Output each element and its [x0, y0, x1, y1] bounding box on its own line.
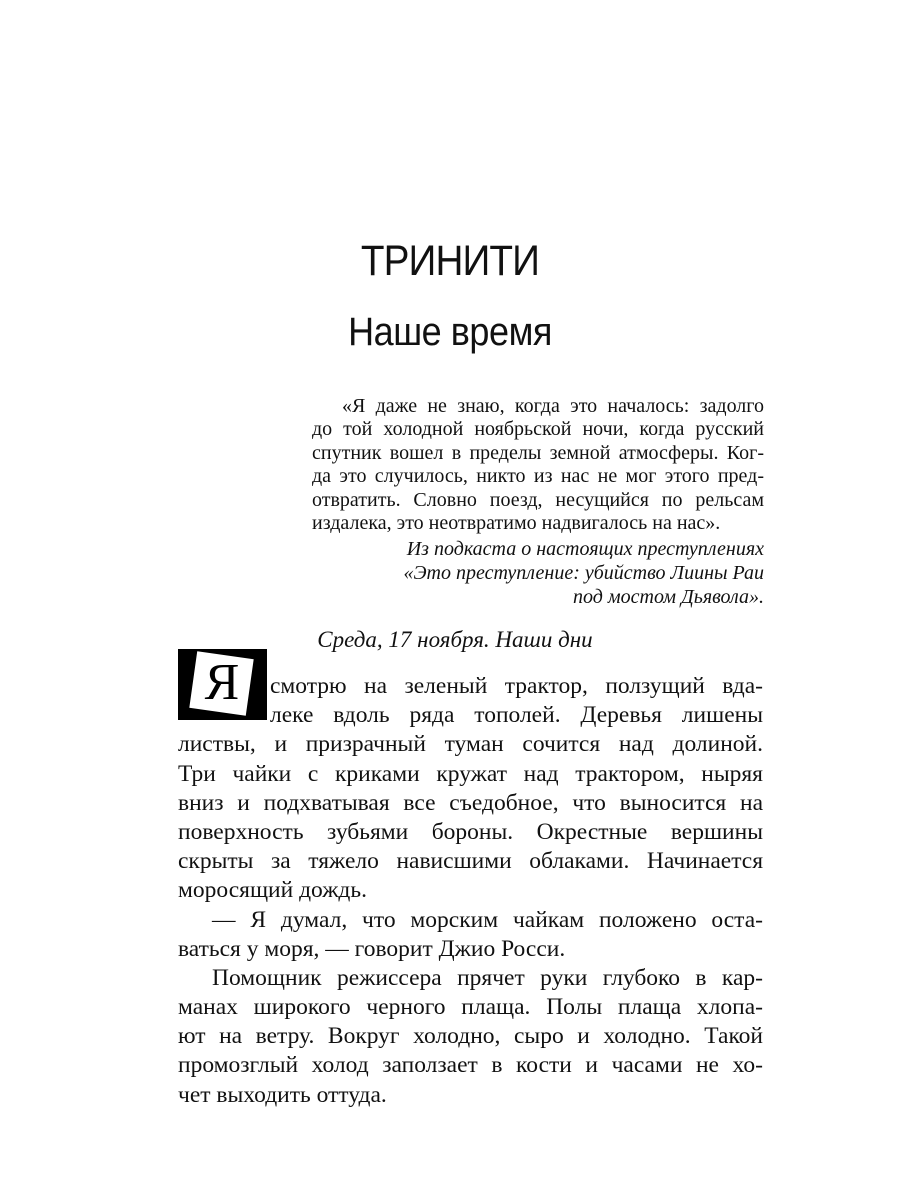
body-text [178, 672, 763, 1110]
epigraph-line: издалека, это неотвратимо надвигалось на нас». [312, 512, 721, 535]
body-line: Три чайки с криками кружат над трактором, ныряя [178, 760, 763, 787]
epigraph-line: до той холодной ноябрьской ночи, когда русский [312, 418, 764, 441]
body-line: листвы, и призрачный туман сочится над долиной. [178, 731, 763, 758]
body-line: моросящий дождь. [178, 877, 367, 904]
epigraph-source-line: под мостом Дьявола». [573, 586, 764, 608]
chapter-title: ТРИНИТИ [360, 237, 540, 285]
section-date-heading: Среда, 17 ноября. Наши дни [317, 627, 593, 652]
body-line: скрыты за тяжело нависшими облаками. Начинается [178, 848, 763, 875]
body-line: манах широкого черного плаща. Полы плаща хлопа- [178, 994, 763, 1021]
body-line: леке вдоль ряда тополей. Деревья лишены [270, 702, 763, 729]
body-line: ваться у моря, — говорит Джио Росси. [178, 935, 566, 962]
epigraph-source-line: Из подкаста о настоящих преступлениях [406, 538, 764, 560]
body-line: ют на ветру. Вокруг холодно, сыро и холодно. Такой [178, 1023, 763, 1050]
body-line: смотрю на зеленый трактор, ползущий вда- [270, 673, 763, 699]
epigraph-source-line: «Это преступление: убийство Лиины Раи [403, 562, 764, 584]
epigraph-line: да это случилось, никто из нас не мог этого пред- [312, 465, 764, 488]
body-line: чет выходить оттуда. [178, 1081, 387, 1108]
epigraph [312, 395, 764, 535]
epigraph-line: отвратить. Словно поезд, несущийся по рельсам [312, 488, 764, 511]
epigraph-line: спутник вошел в пределы земной атмосферы. Ког- [312, 441, 764, 464]
body-line: промозглый холод заползает в кости и часами не хо- [178, 1052, 763, 1079]
chapter-subtitle: Наше время [348, 310, 552, 354]
body-line: поверхность зубьями бороны. Окрестные вершины [178, 818, 763, 845]
body-line: Помощник режиссера прячет руки глубоко в кар- [212, 964, 763, 991]
drop-cap-letter: Я [204, 654, 240, 711]
epigraph-source [312, 537, 764, 609]
epigraph-line: «Я даже не знаю, когда это началось: задолго [342, 395, 764, 417]
body-line: — Я думал, что морским чайкам положено оста- [212, 906, 763, 933]
body-line: вниз и подхватывая все съедобное, что выносится на [178, 789, 763, 816]
